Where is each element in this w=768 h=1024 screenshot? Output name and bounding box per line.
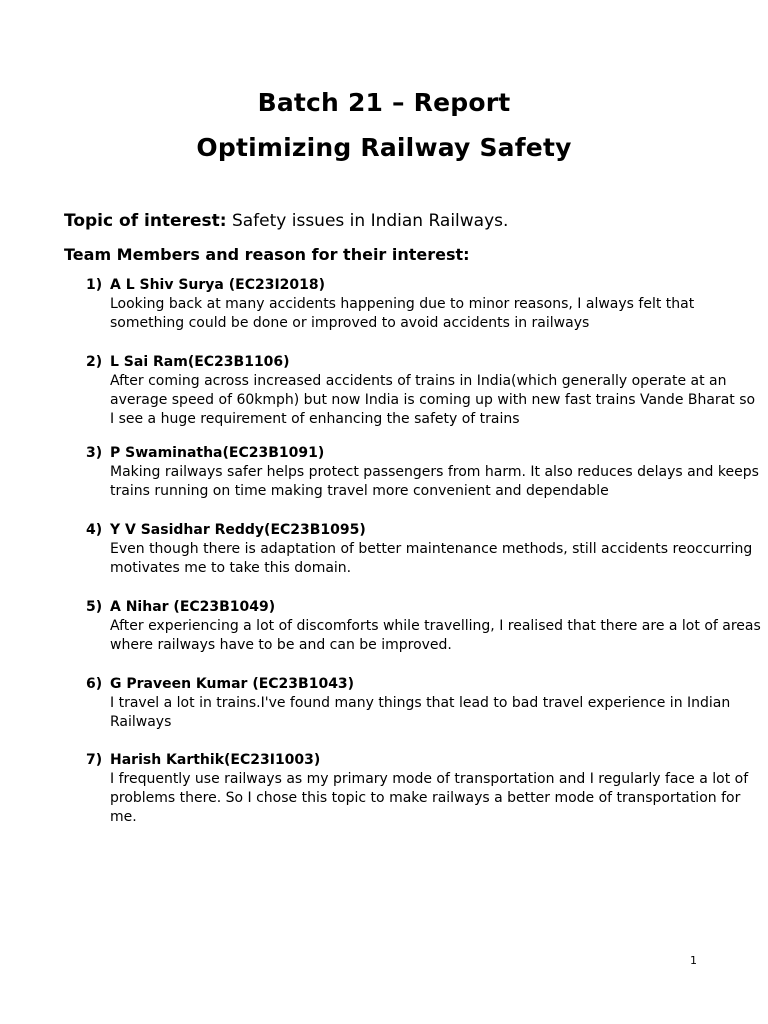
member-number: 6): [86, 676, 103, 692]
topic-of-interest: [64, 211, 508, 231]
member-name: L Sai Ram(EC23B1106): [110, 354, 290, 370]
report-title: Batch 21 – Report: [257, 88, 511, 117]
member-reason: After experiencing a lot of discomforts while travelling, I realised that there are a lot of areas where railways have to be and can be improved.: [110, 618, 761, 653]
member-number: 1): [86, 277, 103, 293]
topic-label: Topic of interest:: [64, 211, 227, 231]
member-name: G Praveen Kumar (EC23B1043): [110, 676, 355, 692]
member-number: 4): [86, 522, 103, 538]
member-name: Y V Sasidhar Reddy(EC23B1095): [110, 522, 366, 538]
member-reason: Looking back at many accidents happening due to minor reasons, I always felt that something could be done or improved to avoid accidents in railways: [110, 296, 695, 331]
member-reason: I travel a lot in trains.I've found many things that lead to bad travel experience in Indian Railways: [110, 695, 731, 730]
member-reason: Making railways safer helps protect passengers from harm. It also reduces delays and keeps trains running on time making travel more convenient and dependable: [110, 464, 759, 499]
member-name: A L Shiv Surya (EC23I2018): [110, 277, 326, 293]
member-number: 5): [86, 599, 103, 615]
member-reason: I frequently use railways as my primary mode of transportation and I regularly face a lot of problems there. So I chose this topic to make railways a better mode of transportation for me.: [110, 771, 749, 825]
page-number: 1: [690, 954, 697, 967]
topic-value: Safety issues in Indian Railways.: [226, 211, 509, 231]
member-name: P Swaminatha(EC23B1091): [110, 445, 325, 461]
report-subtitle: Optimizing Railway Safety: [196, 133, 572, 162]
member-name: A Nihar (EC23B1049): [110, 599, 276, 615]
member-name: Harish Karthik(EC23I1003): [110, 752, 321, 768]
member-reason: Even though there is adaptation of better maintenance methods, still accidents reoccurring motivates me to take this domain.: [110, 541, 753, 576]
member-number: 2): [86, 354, 103, 370]
team-members-heading: Team Members and reason for their interest:: [64, 245, 470, 264]
member-reason: After coming across increased accidents of trains in India(which generally operate at an average speed of 60kmph) but now India is coming up with new fast trains Vande Bharat so I see a huge requirement of enhancing the safety of trains: [110, 373, 756, 427]
member-number: 3): [86, 445, 103, 461]
member-number: 7): [86, 752, 103, 768]
